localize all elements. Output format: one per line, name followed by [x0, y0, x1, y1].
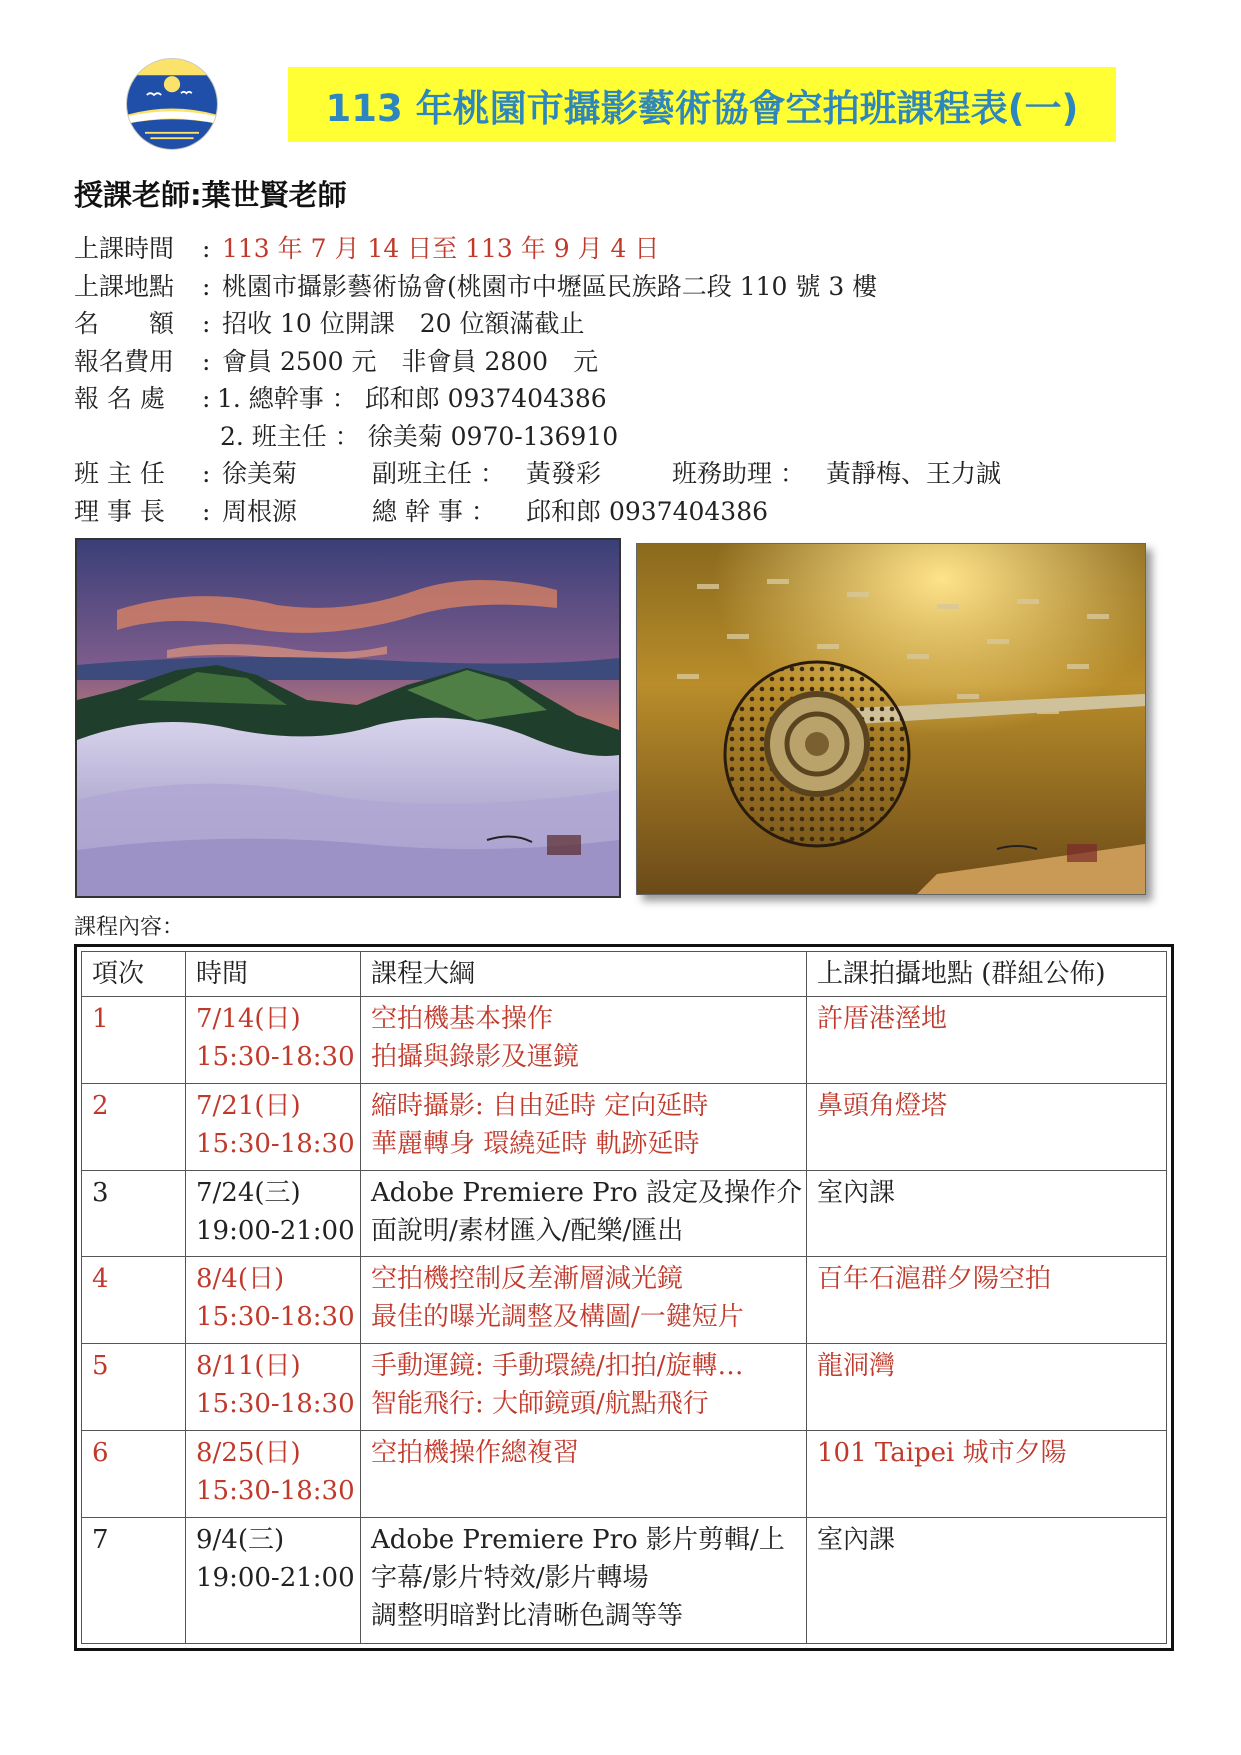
info-label: 報名費用: [74, 346, 175, 376]
association-logo-icon: [126, 58, 218, 150]
header-outline: 課程大綱: [361, 952, 807, 997]
info-value: 周根源: [222, 496, 298, 526]
cell-outline: Adobe Premiere Pro 設定及操作介 面說明/素材匯入/配樂/匯出: [361, 1170, 807, 1257]
info-row-register-2: [74, 418, 1174, 456]
info-value: 邱和郎 0937404386: [526, 496, 769, 526]
table-header-row: [82, 952, 1167, 997]
info-value: 桃園市攝影藝術協會(桃園市中壢區民族路二段 110 號 3 樓: [222, 271, 878, 301]
stone-weir-sunset-photo: [636, 543, 1146, 895]
cell-no: 5: [82, 1344, 186, 1431]
cell-place: 許厝港溼地: [807, 997, 1167, 1084]
info-row-chair: 理 事 長 : 周根源 總 幹 事 ： 邱和郎 0937404386: [74, 493, 1174, 531]
table-row: [82, 1170, 1167, 1257]
teacher-line: 授課老師:葉世賢老師: [74, 178, 347, 212]
info-label: 名 額: [74, 309, 175, 338]
cell-time: 8/4(日) 15:30-18:30: [186, 1257, 361, 1344]
cell-place: 101 Taipei 城市夕陽: [807, 1430, 1167, 1517]
cell-time: 7/21(日) 15:30-18:30: [186, 1083, 361, 1170]
cell-outline: 空拍機控制反差漸層減光鏡 最佳的曝光調整及構圖/一鍵短片: [361, 1257, 807, 1344]
cell-place: 鼻頭角燈塔: [807, 1083, 1167, 1170]
cell-outline: Adobe Premiere Pro 影片剪輯/上 字幕/影片特效/影片轉場 調整明暗對比清晰色調等等: [361, 1517, 807, 1644]
cell-no: 3: [82, 1170, 186, 1257]
info-label: 班 主 任: [74, 459, 165, 488]
cell-outline: 縮時攝影: 自由延時 定向延時 華麗轉身 環繞延時 軌跡延時: [361, 1083, 807, 1170]
cell-outline: 空拍機基本操作 拍攝與錄影及運鏡: [361, 997, 807, 1084]
cell-place: 百年石滬群夕陽空拍: [807, 1257, 1167, 1344]
info-row-register: 報 名 處 : 1. 總幹事 ： 邱和郎 0937404386: [74, 380, 1174, 418]
info-row-time: 上課時間 : 113 年 7 月 14 日至 113 年 9 月 4 日: [74, 230, 1174, 268]
cell-no: 6: [82, 1430, 186, 1517]
info-label: 副班主任 ：: [372, 459, 505, 488]
cell-time: 8/25(日) 15:30-18:30: [186, 1430, 361, 1517]
course-content-label: 課程內容：: [74, 915, 185, 940]
cell-no: 2: [82, 1083, 186, 1170]
cell-time: 7/24(三) 19:00-21:00: [186, 1170, 361, 1257]
info-row-place: 上課地點 : 桃園市攝影藝術協會(桃園市中壢區民族路二段 110 號 3 樓: [74, 268, 1174, 306]
cell-no: 4: [82, 1257, 186, 1344]
info-label: 總 幹 事 ：: [372, 496, 496, 526]
info-value: 2. 班主任 ： 徐美菊 0970-136910: [220, 421, 619, 451]
header-no: 項次: [82, 952, 186, 997]
header-place: 上課拍攝地點 (群組公佈): [807, 952, 1167, 997]
info-value: 1. 總幹事 ： 邱和郎 0937404386: [217, 384, 607, 413]
cell-time: 9/4(三) 19:00-21:00: [186, 1517, 361, 1644]
page-title: 113 年桃園市攝影藝術協會空拍班課程表(一): [325, 86, 1079, 130]
title-banner: [288, 67, 1116, 142]
info-value: 113 年 7 月 14 日至 113 年 9 月 4 日: [222, 234, 660, 263]
info-value: 黃靜梅、王力誠: [826, 459, 1002, 488]
cell-place: 室內課: [807, 1170, 1167, 1257]
table-row: [82, 1344, 1167, 1431]
info-value: 徐美菊: [222, 459, 298, 488]
table-row: [82, 1517, 1167, 1644]
cell-place: 龍洞灣: [807, 1344, 1167, 1431]
info-value: 黃發彩: [526, 459, 602, 488]
info-label: 上課時間: [74, 234, 175, 263]
cell-no: 1: [82, 997, 186, 1084]
info-label: 上課地點: [74, 271, 175, 301]
info-row-staff: 班 主 任 : 徐美菊 副班主任 ： 黃發彩 班務助理 ： 黃靜梅、王力誠: [74, 455, 1174, 493]
course-table: [74, 944, 1174, 1651]
header-time: 時間: [186, 952, 361, 997]
cell-outline: 手動運鏡: 手動環繞/扣拍/旋轉… 智能飛行: 大師鏡頭/航點飛行: [361, 1344, 807, 1431]
cell-time: 7/14(日) 15:30-18:30: [186, 997, 361, 1084]
info-value: 會員 2500 元 非會員 2800 元: [222, 346, 599, 376]
mountain-sea-of-clouds-photo: [75, 538, 621, 898]
info-row-fee: 報名費用 : 會員 2500 元 非會員 2800 元: [74, 343, 1174, 381]
table-row: [82, 1430, 1167, 1517]
info-label: 班務助理 ：: [672, 459, 805, 488]
info-value: 招收 10 位開課 20 位額滿截止: [222, 309, 585, 338]
table-row: [82, 1083, 1167, 1170]
table-row: [82, 1257, 1167, 1344]
cell-place: 室內課: [807, 1517, 1167, 1644]
info-row-quota: 名 額 : 招收 10 位開課 20 位額滿截止: [74, 305, 1174, 343]
info-label: 報 名 處: [74, 384, 165, 413]
cell-outline: 空拍機操作總複習: [361, 1430, 807, 1517]
info-label: 理 事 長: [74, 496, 165, 526]
course-info: [74, 230, 1174, 530]
cell-time: 8/11(日) 15:30-18:30: [186, 1344, 361, 1431]
cell-no: 7: [82, 1517, 186, 1644]
table-row: [82, 997, 1167, 1084]
